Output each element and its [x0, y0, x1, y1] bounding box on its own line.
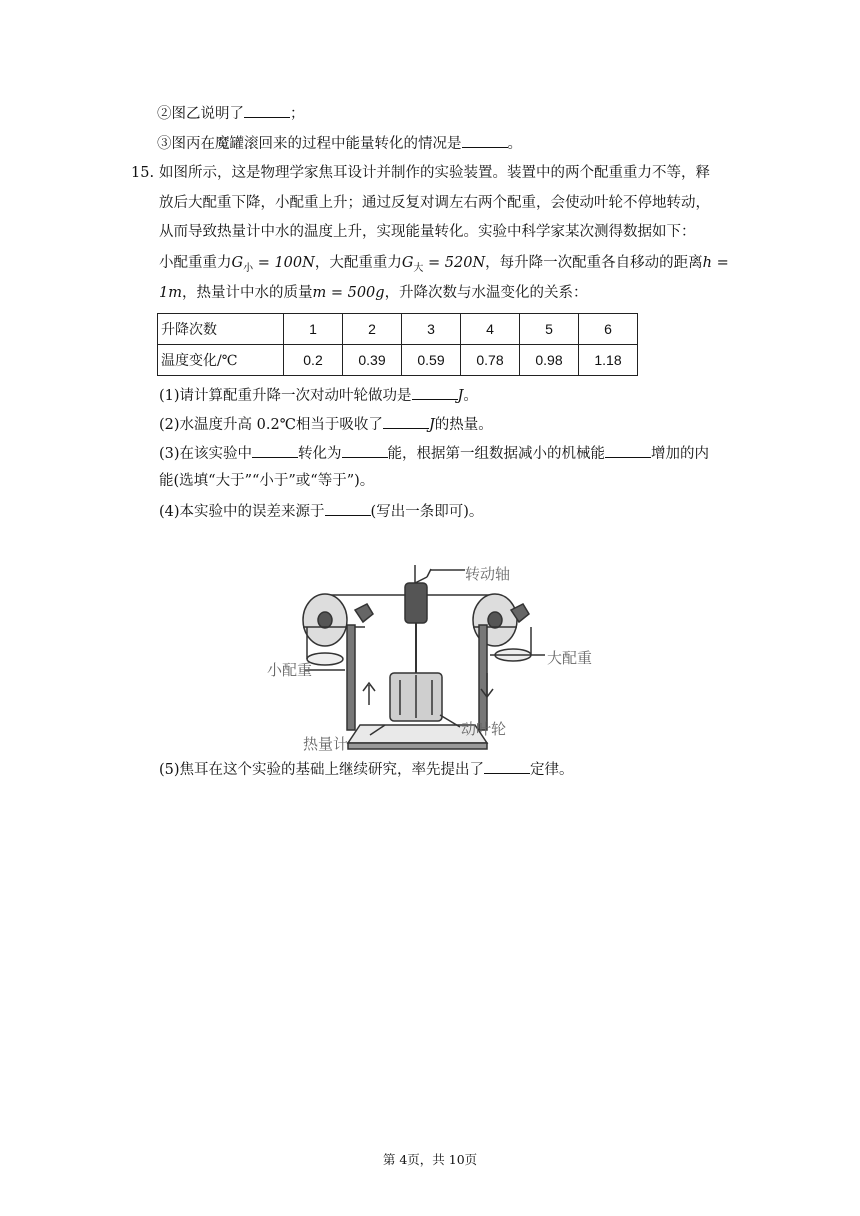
q15-line-2: 放后大配重下降，小配重上升；通过反复对调左右两个配重，会使动叶轮不停地转动，: [159, 195, 710, 211]
q15-sub3-line2: 能(选填“大于”“小于”或“等于”)。: [159, 473, 375, 489]
table-cell: 0.59: [402, 345, 461, 376]
prev-sub3: [157, 132, 522, 154]
table-header-cell: 升降次数: [158, 314, 284, 345]
table-header-cell: 温度变化/℃: [158, 345, 284, 376]
small-weight-label: 小配重重力: [159, 255, 232, 271]
page-footer: 第 4页，共 10页: [382, 1152, 478, 1167]
big-weight-symbol: G: [401, 255, 414, 271]
question-number: 15.: [131, 165, 155, 181]
label-impeller: 动叶轮: [461, 720, 507, 738]
sub1-text: (1)请计算配重升降一次对动叶轮做功是: [159, 388, 412, 404]
answer-blank[interactable]: [342, 442, 388, 458]
unit-joule: J: [428, 417, 435, 433]
sub4-suffix: (写出一条即可)。: [370, 504, 484, 520]
answer-blank[interactable]: [252, 442, 298, 458]
table-cell: 1: [284, 314, 343, 345]
table-cell: 6: [579, 314, 638, 345]
q15-line-1: 如图所示，这是物理学家焦耳设计并制作的实验装置。装置中的两个配重重力不等，释: [159, 165, 710, 181]
q15-given-line-1: [159, 253, 729, 279]
table-row: [158, 345, 638, 376]
prev-sub3-suffix: 。: [507, 136, 522, 152]
label-small-weight: 小配重: [267, 661, 313, 679]
answer-blank[interactable]: [325, 500, 371, 516]
prev-sub2-suffix: ；: [290, 106, 305, 122]
sub2-end: 的热量。: [434, 417, 493, 433]
sub5-text: (5)焦耳在这个实验的基础上继续研究，率先提出了: [159, 762, 485, 778]
big-weight-value: = 520N: [423, 255, 486, 271]
sub5-suffix: 定律。: [530, 762, 574, 778]
table-cell: 4: [461, 314, 520, 345]
q15-sub3: [159, 442, 709, 464]
sub3-text: 增加的内: [651, 446, 710, 462]
q15-line-3: 从而导致热量计中水的温度上升，实现能量转化。实验中科学家某次测得数据如下：: [159, 224, 696, 240]
distance-value: 1m: [159, 285, 182, 301]
table-cell: 2: [343, 314, 402, 345]
sub3-text: 转化为: [298, 446, 342, 462]
table-cell: 0.39: [343, 345, 402, 376]
q15-sub5: [159, 758, 574, 780]
q15-given-line-2: [159, 283, 588, 303]
table-cell: 0.2: [284, 345, 343, 376]
answer-blank[interactable]: [462, 132, 508, 148]
table-cell: 3: [402, 314, 461, 345]
answer-blank[interactable]: [484, 758, 530, 774]
sub3-text: (3)在该实验中: [159, 446, 253, 462]
label-large-weight: 大配重: [547, 649, 593, 667]
small-weight-subscript: 小: [243, 262, 254, 274]
label-calorimeter: 热量计: [303, 735, 349, 753]
answer-blank[interactable]: [244, 102, 290, 118]
small-weight-value: = 100N: [253, 255, 315, 271]
sub2-text: (2)水温度升高 0.2℃相当于吸收了: [159, 417, 383, 433]
big-weight-label: ，大配重重力: [314, 255, 402, 271]
label-rotating-shaft: 转动轴: [465, 565, 511, 583]
joule-apparatus-figure: [265, 555, 615, 760]
distance-label: ，每升降一次配重各自移动的距离: [485, 255, 703, 271]
table-cell: 1.18: [579, 345, 638, 376]
q15-sub1: [159, 384, 478, 406]
mass-value: m = 500g: [312, 285, 385, 301]
table-cell: 5: [520, 314, 579, 345]
q15-sub2: [159, 413, 493, 435]
answer-blank[interactable]: [383, 413, 429, 429]
relation-text: ，升降次数与水温变化的关系：: [384, 285, 588, 301]
table-row: [158, 314, 638, 345]
big-weight-subscript: 大: [413, 262, 424, 274]
q15-sub4: [159, 500, 483, 522]
answer-blank[interactable]: [412, 384, 458, 400]
table-cell: 0.78: [461, 345, 520, 376]
sub4-text: (4)本实验中的误差来源于: [159, 504, 325, 520]
sub3-text: 能，根据第一组数据减小的机械能: [387, 446, 606, 462]
sub1-end: 。: [463, 388, 478, 404]
distance-symbol: h =: [702, 255, 729, 271]
prev-sub2: [157, 102, 305, 124]
table-cell: 0.98: [520, 345, 579, 376]
prev-sub2-text: ②图乙说明了: [157, 106, 244, 122]
mass-label: ，热量计中水的质量: [181, 285, 313, 301]
prev-sub3-text: ③图丙在魔罐滚回来的过程中能量转化的情况是: [157, 136, 462, 152]
small-weight-symbol: G: [231, 255, 244, 271]
data-table: [157, 313, 638, 376]
unit-joule: J: [457, 388, 464, 404]
answer-blank[interactable]: [605, 442, 651, 458]
